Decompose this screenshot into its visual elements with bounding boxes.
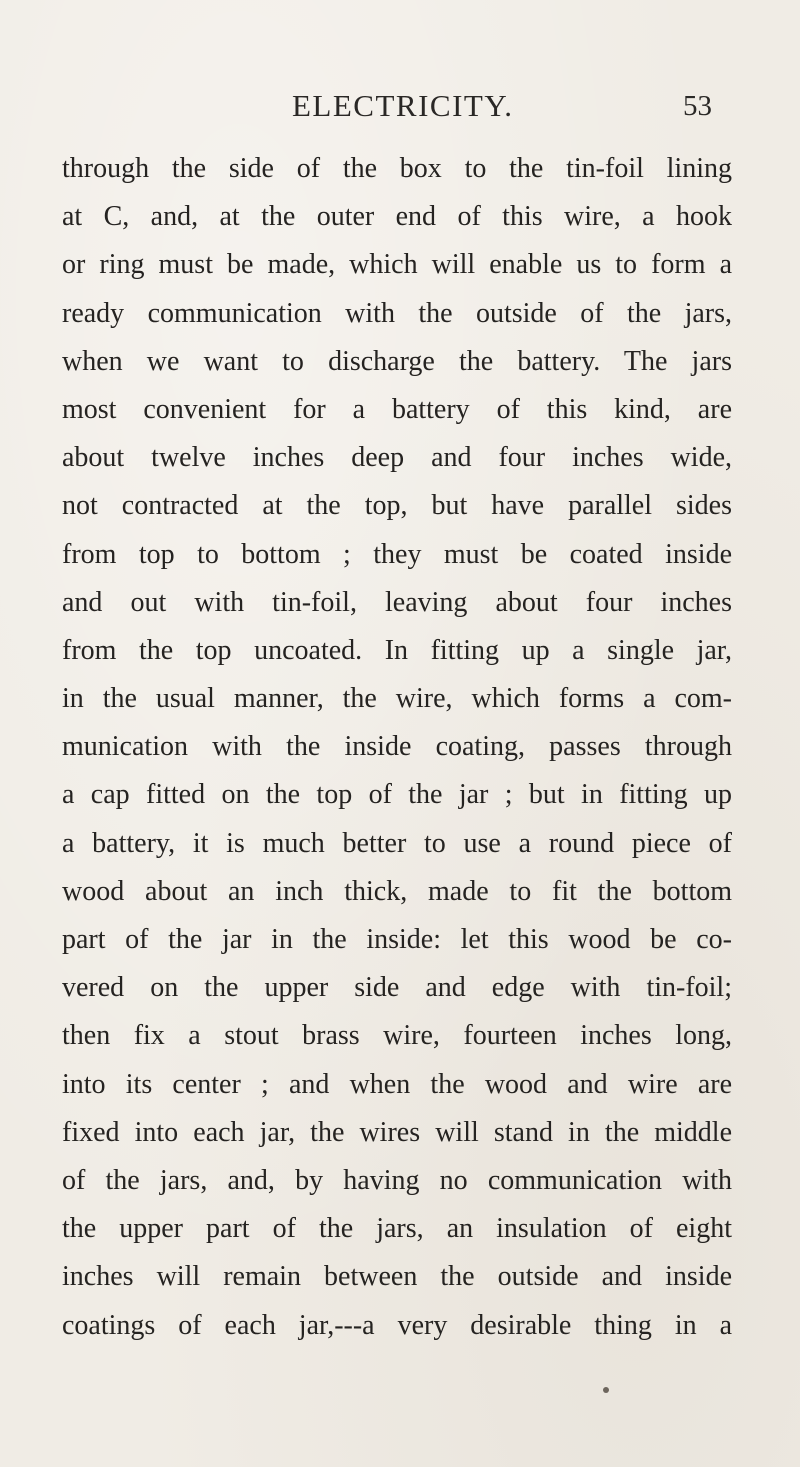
text-line: from the top uncoated. In fitting up a single jar,: [62, 634, 732, 666]
text-line: part of the jar in the inside: let this wood be co-: [62, 924, 732, 955]
text-line: when we want to discharge the battery. The jars: [62, 345, 732, 377]
text-line: at C, and, at the outer end of this wire, a hook: [62, 201, 732, 233]
text-line: into its center ; and when the wood and wire are: [62, 1068, 732, 1100]
text-line: or ring must be made, which will enable us to form a: [62, 249, 732, 281]
text-line: then fix a stout brass wire, fourteen inches long,: [62, 1020, 732, 1052]
text-line: most convenient for a battery of this kind, are: [62, 393, 732, 425]
text-line: munication with the inside coating, passes through: [62, 731, 732, 763]
text-line: the upper part of the jars, an insulation of eight: [62, 1213, 732, 1245]
text-line: in the usual manner, the wire, which forms a com-: [62, 683, 732, 715]
text-line: coatings of each jar,---a very desirable thing in a: [62, 1309, 732, 1341]
text-line: through the side of the box to the tin-foil lining: [62, 153, 732, 184]
text-line: a battery, it is much better to use a round piece of: [62, 827, 732, 859]
text-line: inches will remain between the outside and inside: [62, 1261, 732, 1293]
text-line: from top to bottom ; they must be coated inside: [62, 538, 732, 570]
text-line: vered on the upper side and edge with tin-foil;: [62, 972, 732, 1004]
text-line: of the jars, and, by having no communication with: [62, 1164, 732, 1196]
text-line: not contracted at the top, but have parallel sides: [62, 490, 732, 522]
paper-speck: [603, 1387, 609, 1393]
running-title: ELECTRICITY.: [292, 88, 514, 123]
page-number: 53: [683, 90, 712, 122]
text-line: wood about an inch thick, made to fit the bottom: [62, 875, 732, 907]
text-line: fixed into each jar, the wires will stand in the middle: [62, 1116, 732, 1148]
running-head: [0, 86, 800, 126]
text-line: a cap fitted on the top of the jar ; but in fitting up: [62, 779, 732, 811]
body-text: [62, 145, 732, 1350]
text-line: about twelve inches deep and four inches wide,: [62, 442, 732, 474]
text-line: and out with tin-foil, leaving about four inches: [62, 586, 732, 618]
text-line: ready communication with the outside of the jars,: [62, 297, 732, 329]
